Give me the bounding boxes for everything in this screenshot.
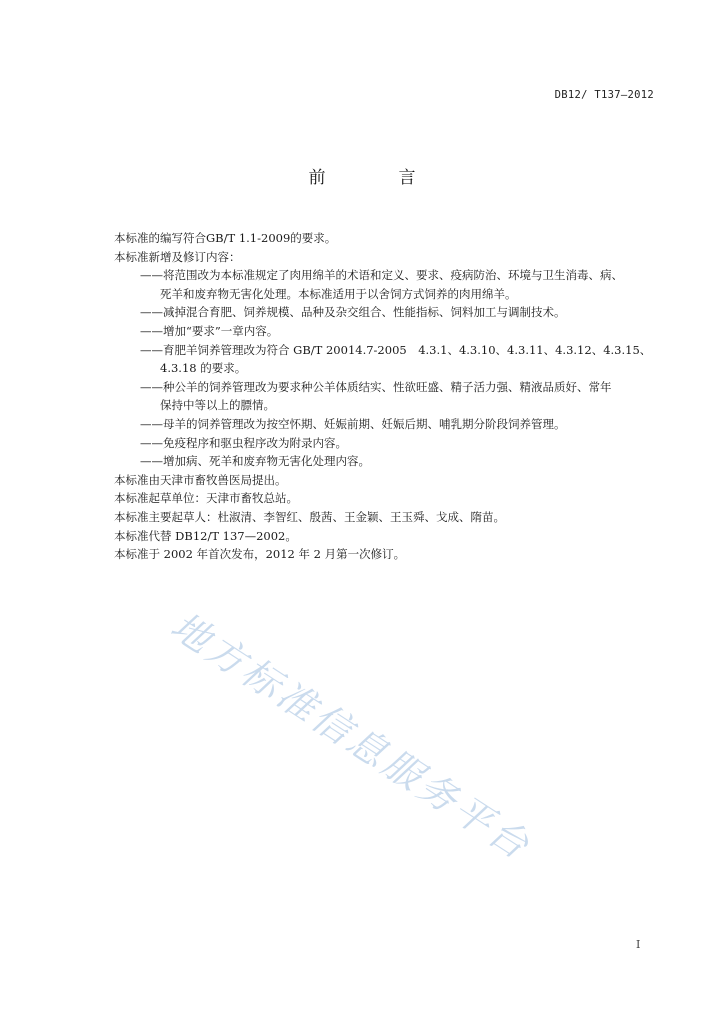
- foreword-body: [114, 229, 674, 564]
- list-item-text: ——育肥羊饲养管理改为符合 GB/T 20014.7-2005 4.3.1、4.3.10、4.3.11、4.3.12、4.3.15、: [140, 342, 652, 357]
- list-item-text: ——种公羊的饲养管理改为要求种公羊体质结实、性欲旺盛、精子活力强、精液品质好、常年: [140, 379, 612, 394]
- list-item: [114, 322, 674, 341]
- document-code: DB12/ T137—2012: [554, 89, 654, 101]
- list-item-text: ——增加病、死羊和废弃物无害化处理内容。: [140, 454, 370, 469]
- list-item-text: ——减掉混合育肥、饲养规模、品种及杂交组合、性能指标、饲料加工与调制技术。: [140, 305, 566, 320]
- watermark: 地方标准信息服务平台: [163, 603, 540, 870]
- list-item-continuation: 4.3.18 的要求。: [160, 361, 247, 376]
- list-item-text: ——增加“要求”一章内容。: [140, 323, 279, 338]
- list-item: [114, 303, 674, 322]
- list-item: [114, 266, 674, 303]
- list-item: [114, 452, 674, 471]
- paragraph: 本标准的编写符合GB/T 1.1-2009的要求。: [114, 231, 337, 245]
- list-item: [114, 341, 674, 378]
- paragraph: 本标准代替 DB12/T 137—2002。: [114, 528, 297, 543]
- list-item-text: ——母羊的饲养管理改为按空怀期、妊娠前期、妊娠后期、哺乳期分阶段饲养管理。: [140, 416, 566, 431]
- list-item-continuation: 保持中等以上的膘情。: [160, 398, 275, 413]
- page-title: 前 言: [308, 168, 444, 188]
- list-item-text: ——将范围改为本标准规定了肉用绵羊的术语和定义、要求、疫病防治、环境与卫生消毒、病、: [140, 268, 623, 283]
- list-item-continuation: 死羊和废弃物无害化处理。本标准适用于以舍饲方式饲养的肉用绵羊。: [160, 286, 517, 301]
- list-item: [114, 378, 674, 415]
- list-item: [114, 434, 674, 453]
- paragraph: 本标准起草单位：天津市畜牧总站。: [114, 491, 298, 506]
- paragraph: 本标准主要起草人：杜淑清、李智红、殷茜、王金颖、王玉舜、戈成、隋苗。: [114, 509, 505, 524]
- list-item-text: ——免疫程序和驱虫程序改为附录内容。: [140, 435, 347, 450]
- list-item: [114, 415, 674, 434]
- paragraph: 本标准新增及修订内容：: [114, 249, 241, 264]
- paragraph: 本标准由天津市畜牧兽医局提出。: [114, 472, 287, 487]
- paragraph: 本标准于 2002 年首次发布，2012 年 2 月第一次修订。: [114, 547, 406, 562]
- page-number: I: [636, 938, 641, 951]
